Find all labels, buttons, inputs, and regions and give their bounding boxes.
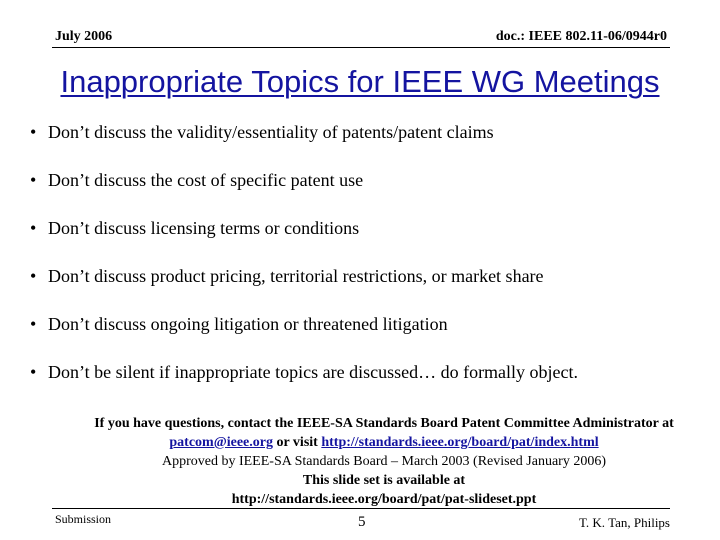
note-or-visit: or visit bbox=[272, 435, 322, 450]
patcom-email-link[interactable]: patcom@ieee.org bbox=[169, 435, 273, 450]
bullet-text: Don’t discuss ongoing litigation or threatened litigation bbox=[48, 314, 448, 334]
footer-page-number: 5 bbox=[358, 514, 366, 530]
note-available-line: This slide set is available at bbox=[302, 473, 466, 488]
bullet-item bbox=[30, 312, 710, 360]
footer-rule bbox=[52, 508, 670, 509]
bullet-dot: • bbox=[30, 122, 37, 142]
contact-note bbox=[48, 414, 720, 509]
bullet-text: Don’t discuss licensing terms or conditions bbox=[48, 218, 360, 238]
bullet-dot: • bbox=[30, 266, 37, 286]
note-contact-line: If you have questions, contact the IEEE-SA Standards Board Patent Committee Administrator at bbox=[94, 416, 674, 431]
bullet-dot: • bbox=[30, 218, 37, 238]
slide-title: Inappropriate Topics for IEEE WG Meetings bbox=[60, 64, 660, 99]
bullet-item bbox=[30, 216, 710, 264]
bullet-dot: • bbox=[30, 170, 37, 190]
bullet-item bbox=[30, 264, 710, 312]
patent-index-link[interactable]: http://standards.ieee.org/board/pat/index.html bbox=[321, 435, 599, 450]
bullet-dot: • bbox=[30, 362, 37, 382]
footer-submission: Submission bbox=[55, 512, 112, 526]
note-slideset-url: http://standards.ieee.org/board/pat/pat-slideset.ppt bbox=[231, 492, 537, 507]
bullet-text: Don’t discuss the cost of specific patent use bbox=[48, 170, 364, 190]
bullet-item bbox=[30, 168, 710, 216]
header-rule bbox=[52, 47, 670, 48]
bullet-text: Don’t discuss the validity/essentiality of patents/patent claims bbox=[48, 122, 494, 142]
header-date: July 2006 bbox=[55, 29, 113, 44]
footer-author: T. K. Tan, Philips bbox=[578, 515, 670, 530]
bullet-item bbox=[30, 360, 710, 408]
note-links-line bbox=[48, 433, 720, 452]
bullet-text: Don’t be silent if inappropriate topics are discussed… do formally object. bbox=[48, 362, 579, 382]
note-approved-line: Approved by IEEE-SA Standards Board – March 2003 (Revised January 2006) bbox=[161, 454, 607, 469]
bullet-dot: • bbox=[30, 314, 37, 334]
bullet-item bbox=[30, 120, 710, 168]
bullet-list bbox=[30, 120, 710, 408]
header-doc-id: doc.: IEEE 802.11-06/0944r0 bbox=[495, 29, 667, 44]
bullet-text: Don’t discuss product pricing, territorial restrictions, or market share bbox=[48, 266, 544, 286]
